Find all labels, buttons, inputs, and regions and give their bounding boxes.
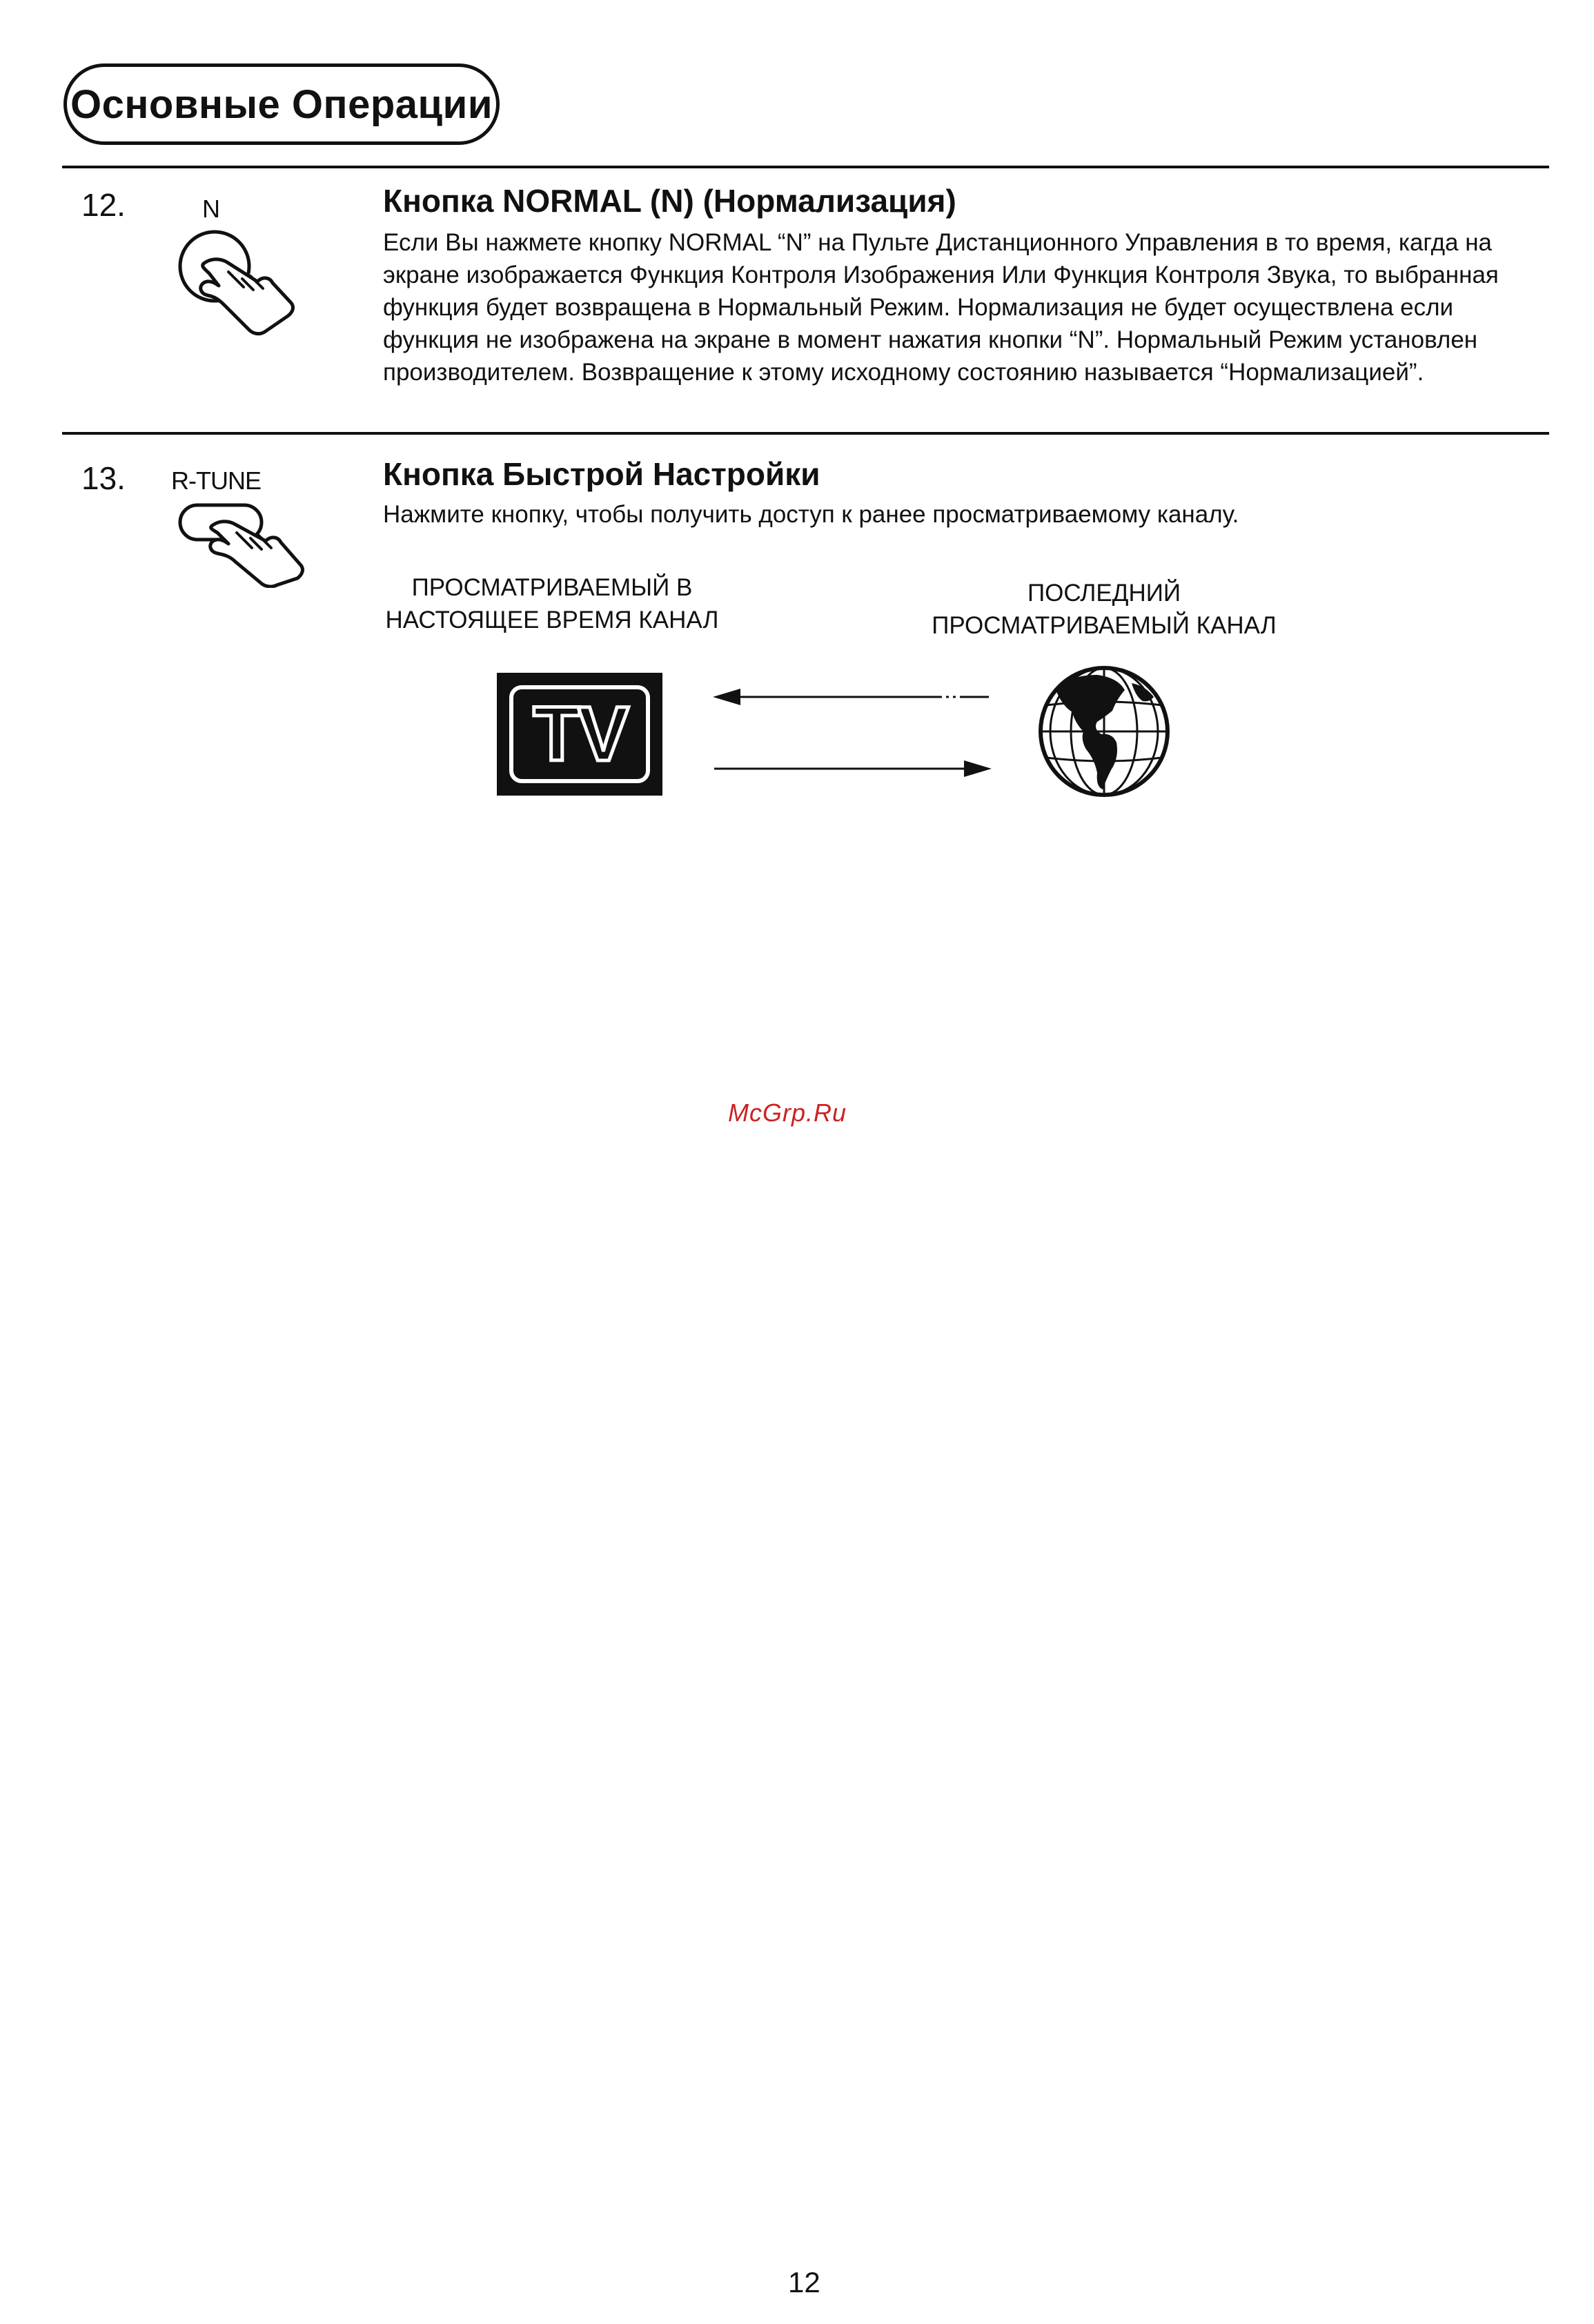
divider xyxy=(62,432,1549,435)
arrow-right-icon xyxy=(964,760,992,777)
section-header xyxy=(63,63,500,145)
tv-icon xyxy=(497,673,662,796)
divider xyxy=(62,166,1549,168)
body-line: Если Вы нажмете кнопку NORMAL “N” на Пульте Дистанционного Управления в то время, кагда на xyxy=(383,229,1493,256)
caption-line: ПРОСМАТРИВАЕМЫЙ КАНАЛ xyxy=(932,612,1277,639)
caption-line: ПОСЛЕДНИЙ xyxy=(1027,580,1181,607)
last-channel-caption xyxy=(911,577,1297,642)
button-label: R-TUNE xyxy=(171,466,261,495)
arrow-left-icon xyxy=(713,689,740,705)
caption-line: НАСТОЯЩЕЕ ВРЕМЯ КАНАЛ xyxy=(385,607,719,633)
globe-icon xyxy=(1035,662,1173,800)
section-number: 13. xyxy=(81,460,126,496)
page-title: Основные Операции xyxy=(70,81,493,127)
watermark-text: McGrp.Ru xyxy=(728,1099,847,1127)
body-line: функция не изображена на экране в момент нажатия кнопки “N”. Нормальный Режим установлен xyxy=(383,326,1478,353)
body-line: производителем. Возвращение к этому исходному состоянию называется “Нормализацией”. xyxy=(383,359,1424,386)
tv-icon-text: TV xyxy=(533,691,627,777)
body-line: Нажмите кнопку, чтобы получить доступ к ранее просматриваемому каналу. xyxy=(383,501,1239,528)
section-body xyxy=(383,498,1549,531)
arrows xyxy=(707,683,997,780)
hand-press-rtune-icon xyxy=(176,498,314,588)
section-title: Кнопка NORMAL (N) (Нормализация) xyxy=(383,183,956,219)
button-label: N xyxy=(202,195,219,223)
body-line: экране изображается Функция Контроля Изображения Или Функция Контроля Звука, то выбранная xyxy=(383,262,1499,288)
section-title: Кнопка Быстрой Настройки xyxy=(383,456,820,492)
section-number: 12. xyxy=(81,187,126,223)
body-line: функция будет возвращена в Нормальный Режим. Нормализация не будет осуществлена если xyxy=(383,294,1454,321)
hand-press-n-icon xyxy=(176,228,300,338)
section-body xyxy=(383,226,1549,388)
current-channel-caption xyxy=(373,571,731,636)
tv-screen xyxy=(509,685,650,783)
page-number: 12 xyxy=(788,2266,820,2298)
caption-line: ПРОСМАТРИВАЕМЫЙ В xyxy=(411,574,693,601)
